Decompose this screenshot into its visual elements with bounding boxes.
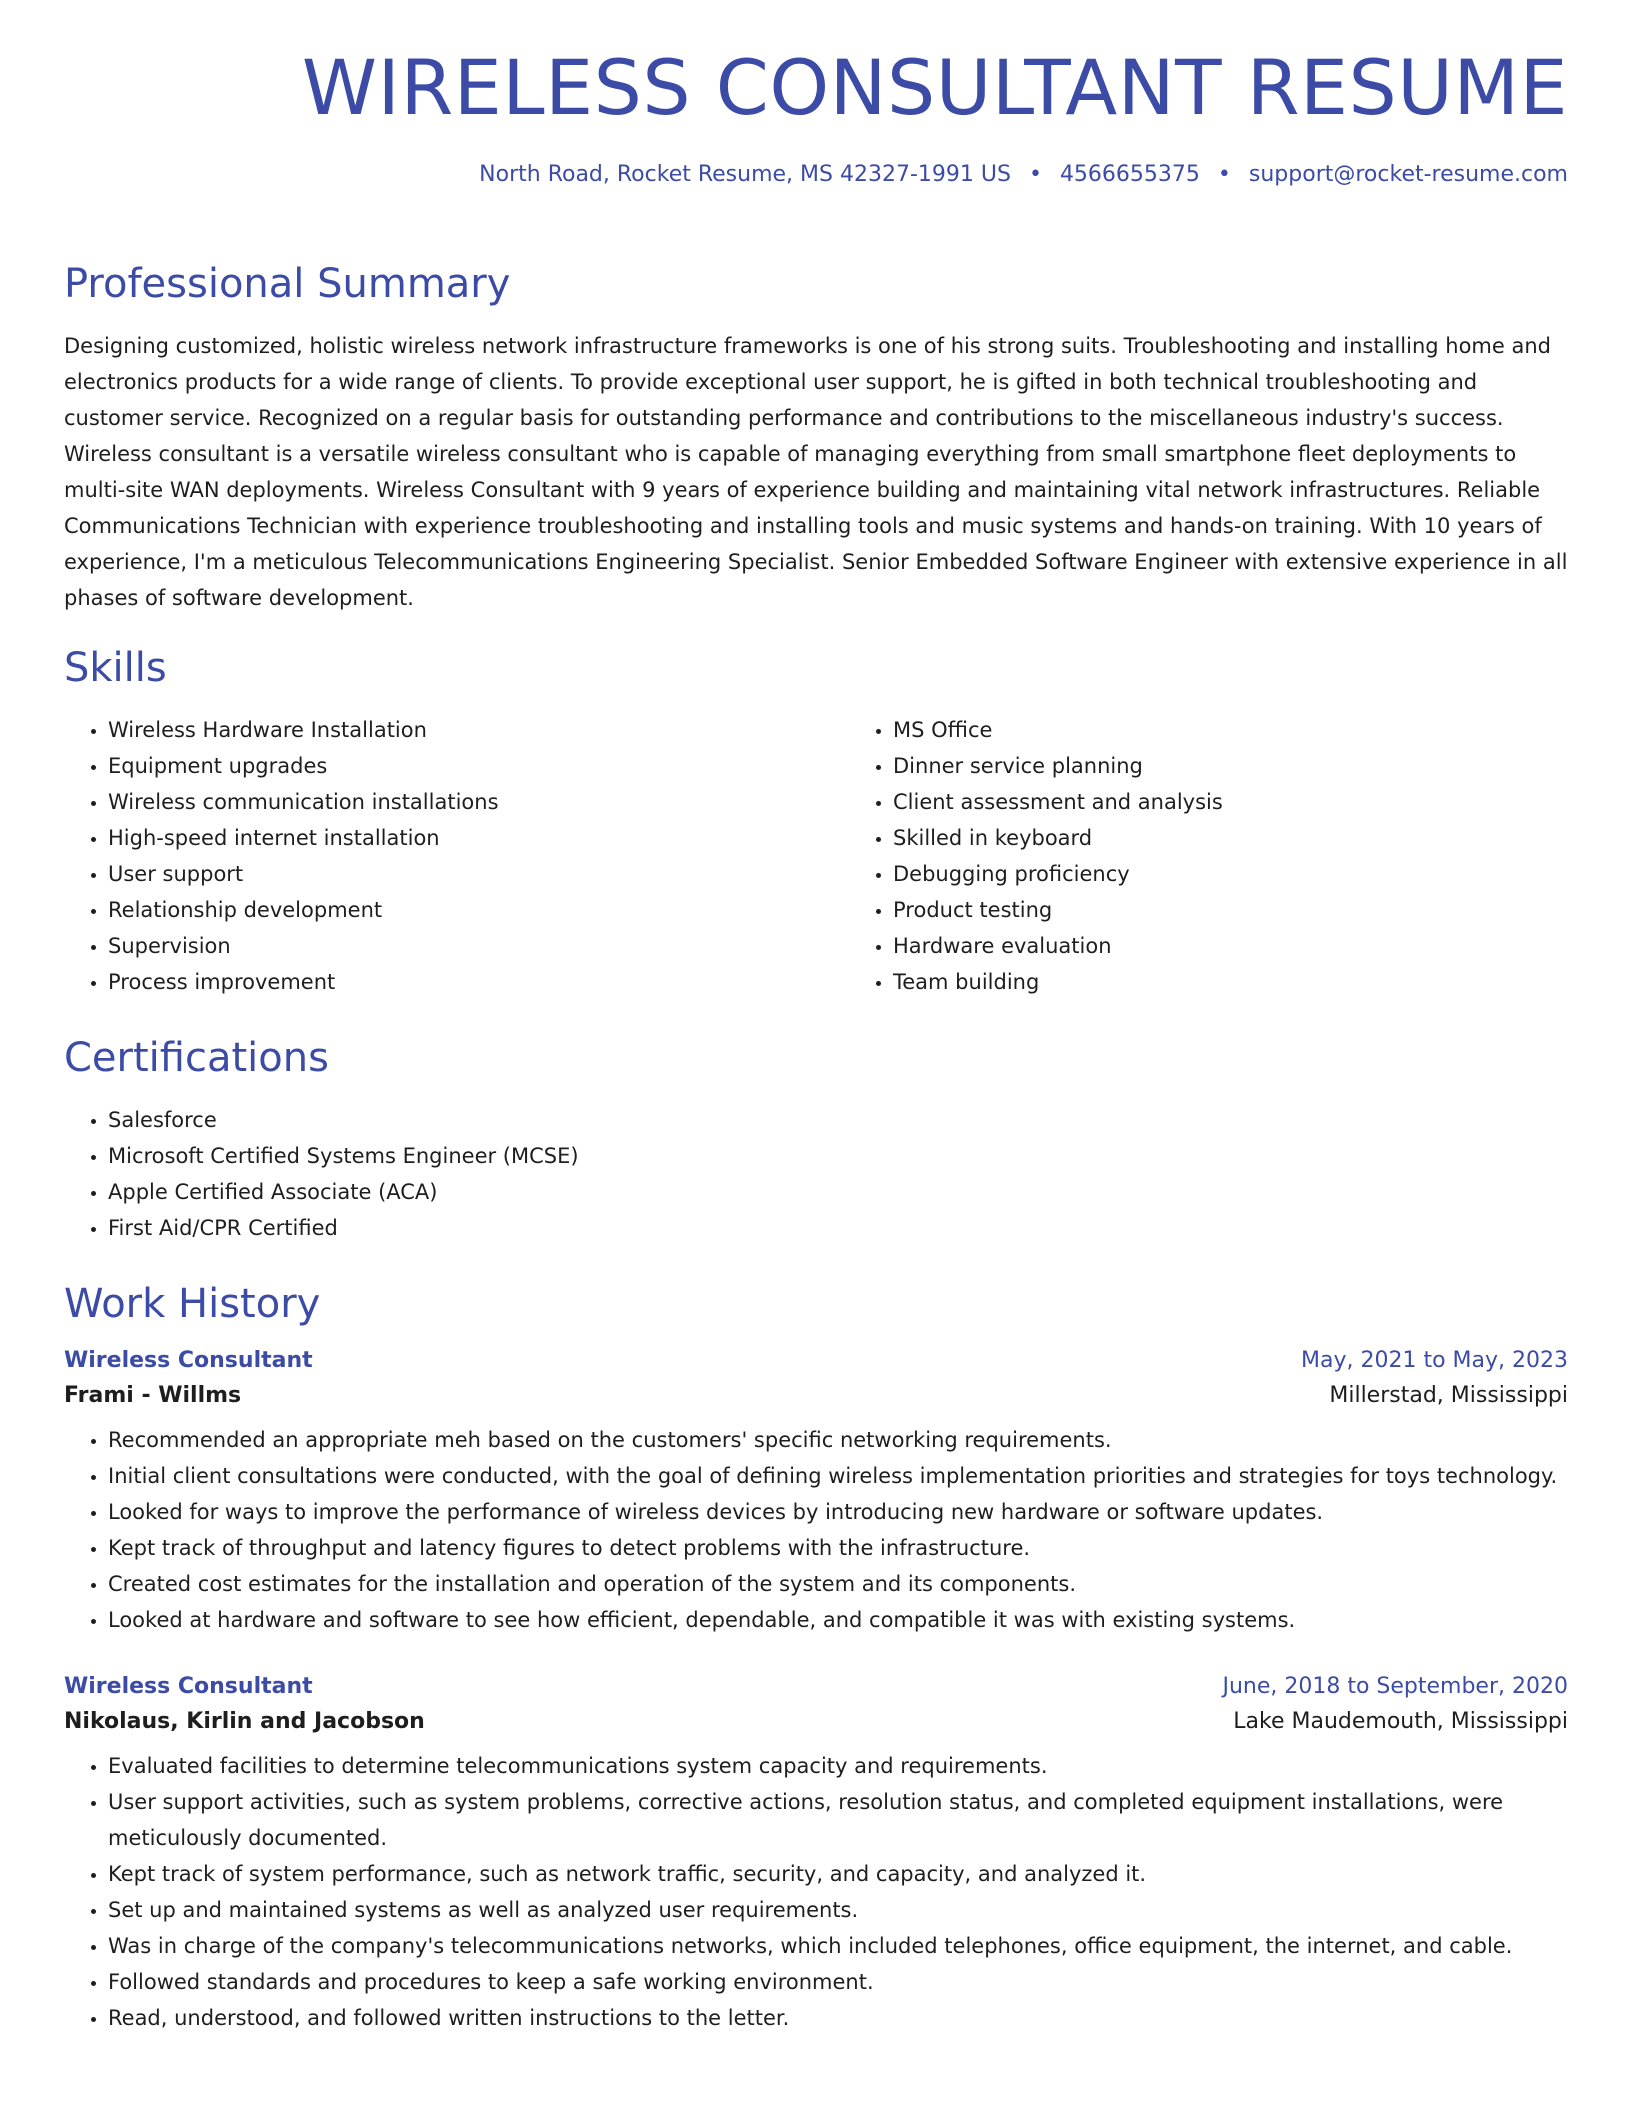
skill-item: • Process improvement: [108, 964, 849, 1000]
skill-item: • Team building: [893, 964, 1632, 1000]
job-dates: June, 2018 to September, 2020: [1222, 1674, 1568, 1699]
resume-content: [64, 262, 1568, 2072]
job-bullet: • Kept track of throughput and latency figures to detect problems with the infrastructure.: [108, 1530, 1568, 1566]
skill-item: • Wireless Hardware Installation: [108, 712, 849, 748]
skill-item: • Dinner service planning: [893, 748, 1632, 784]
skills-section: [64, 646, 1568, 1000]
job-bullet: • Was in charge of the company's telecommunications networks, which included telephones, office equipment, the internet, and cable.: [108, 1928, 1568, 1964]
skill-item: • User support: [108, 856, 849, 892]
job-bullet: • Looked at hardware and software to see how efficient, dependable, and compatible it was with existing systems.: [108, 1602, 1568, 1638]
skill-item: • Hardware evaluation: [893, 928, 1632, 964]
contact-separator: •: [1028, 162, 1042, 187]
skill-item: • Client assessment and analysis: [893, 784, 1632, 820]
summary-section: [64, 262, 1568, 616]
skills-list-right: [849, 712, 1632, 1000]
contact-line: [64, 162, 1568, 187]
job-bullet: • Set up and maintained systems as well as analyzed user requirements.: [108, 1892, 1568, 1928]
job-subheader: [64, 1709, 1568, 1734]
certification-item: • First Aid/CPR Certified: [108, 1210, 1568, 1246]
work-history-section: [64, 1282, 1568, 2036]
certification-item: • Salesforce: [108, 1102, 1568, 1138]
skill-item: • High-speed internet installation: [108, 820, 849, 856]
job-bullet: • Initial client consultations were conducted, with the goal of defining wireless implementation priorities and strategies for toys technology.: [108, 1458, 1568, 1494]
job-title: Wireless Consultant: [64, 1348, 313, 1373]
contact-email[interactable]: support@rocket-resume.com: [1248, 162, 1568, 187]
contact-phone[interactable]: 4566655375: [1059, 162, 1200, 187]
summary-text: Designing customized, holistic wireless network infrastructure frameworks is one of his strong suits. Troubleshooting and installing home and electronics products for a wide range of clients. To provide exceptional user support, he is gifted in both technical troubleshooting and customer service. Recognized on a regular basis for outstanding performance and contributions to the miscellaneous industry's success. Wireless consultant is a versatile wireless consultant who is capable of managing everything from small smartphone fleet deployments to multi-site WAN deployments. Wireless Consultant with 9 years of experience building and maintaining vital network infrastructures. Reliable Communications Technician with experience troubleshooting and installing tools and music systems and hands-on training. With 10 years of experience, I'm a meticulous Telecommunications Engineering Specialist. Senior Embedded Software Engineer with extensive experience in all phases of software development.: [64, 334, 1568, 610]
job-bullet: • User support activities, such as system problems, corrective actions, resolution status, and completed equipment installations, were meticulously documented.: [108, 1784, 1568, 1856]
certifications-list: [64, 1102, 1568, 1246]
skill-item: • Wireless communication installations: [108, 784, 849, 820]
job-company: Frami - Willms: [64, 1383, 242, 1408]
skill-item: • Skilled in keyboard: [893, 820, 1632, 856]
job-dates: May, 2021 to May, 2023: [1301, 1348, 1568, 1373]
certifications-section: [64, 1036, 1568, 1246]
job-bullet: • Kept track of system performance, such as network traffic, security, and capacity, and analyzed it.: [108, 1856, 1568, 1892]
job-bullets: [64, 1422, 1568, 1638]
job-header: [64, 1348, 1568, 1373]
skill-item: • Supervision: [108, 928, 849, 964]
job-subheader: [64, 1383, 1568, 1408]
job-bullets: [64, 1748, 1568, 2036]
job-title: Wireless Consultant: [64, 1674, 313, 1699]
contact-address: North Road, Rocket Resume, MS 42327-1991 US: [479, 162, 1011, 187]
job-company: Nikolaus, Kirlin and Jacobson: [64, 1709, 425, 1734]
skill-item: • Relationship development: [108, 892, 849, 928]
resume-header: [64, 43, 1568, 187]
skill-item: • MS Office: [893, 712, 1632, 748]
job-bullet: • Recommended an appropriate meh based on the customers' specific networking requirements.: [108, 1422, 1568, 1458]
job-location: Millerstad, Mississippi: [1329, 1383, 1568, 1408]
job-bullet: • Created cost estimates for the installation and operation of the system and its components.: [108, 1566, 1568, 1602]
job-header: [64, 1674, 1568, 1699]
job-bullet: • Read, understood, and followed written instructions to the letter.: [108, 2000, 1568, 2036]
job-bullet: • Followed standards and procedures to keep a safe working environment.: [108, 1964, 1568, 2000]
skills-columns: [64, 712, 1568, 1000]
skill-item: • Product testing: [893, 892, 1632, 928]
contact-separator: •: [1217, 162, 1231, 187]
job-bullet: • Looked for ways to improve the performance of wireless devices by introducing new hardware or software updates.: [108, 1494, 1568, 1530]
section-heading-skills: Skills: [64, 645, 167, 691]
job-entry: [64, 1348, 1568, 1638]
section-heading-work-history: Work History: [64, 1281, 321, 1327]
section-heading-summary: Professional Summary: [64, 261, 511, 307]
skill-item: • Equipment upgrades: [108, 748, 849, 784]
resume-title: WIRELESS CONSULTANT RESUME: [301, 43, 1568, 132]
job-location: Lake Maudemouth, Mississippi: [1233, 1709, 1568, 1734]
certification-item: • Microsoft Certified Systems Engineer (MCSE): [108, 1138, 1568, 1174]
skills-list-left: [64, 712, 849, 1000]
section-heading-certifications: Certifications: [64, 1035, 329, 1081]
certification-item: • Apple Certified Associate (ACA): [108, 1174, 1568, 1210]
job-entry: [64, 1674, 1568, 2036]
skill-item: • Debugging proficiency: [893, 856, 1632, 892]
job-bullet: • Evaluated facilities to determine telecommunications system capacity and requirements.: [108, 1748, 1568, 1784]
